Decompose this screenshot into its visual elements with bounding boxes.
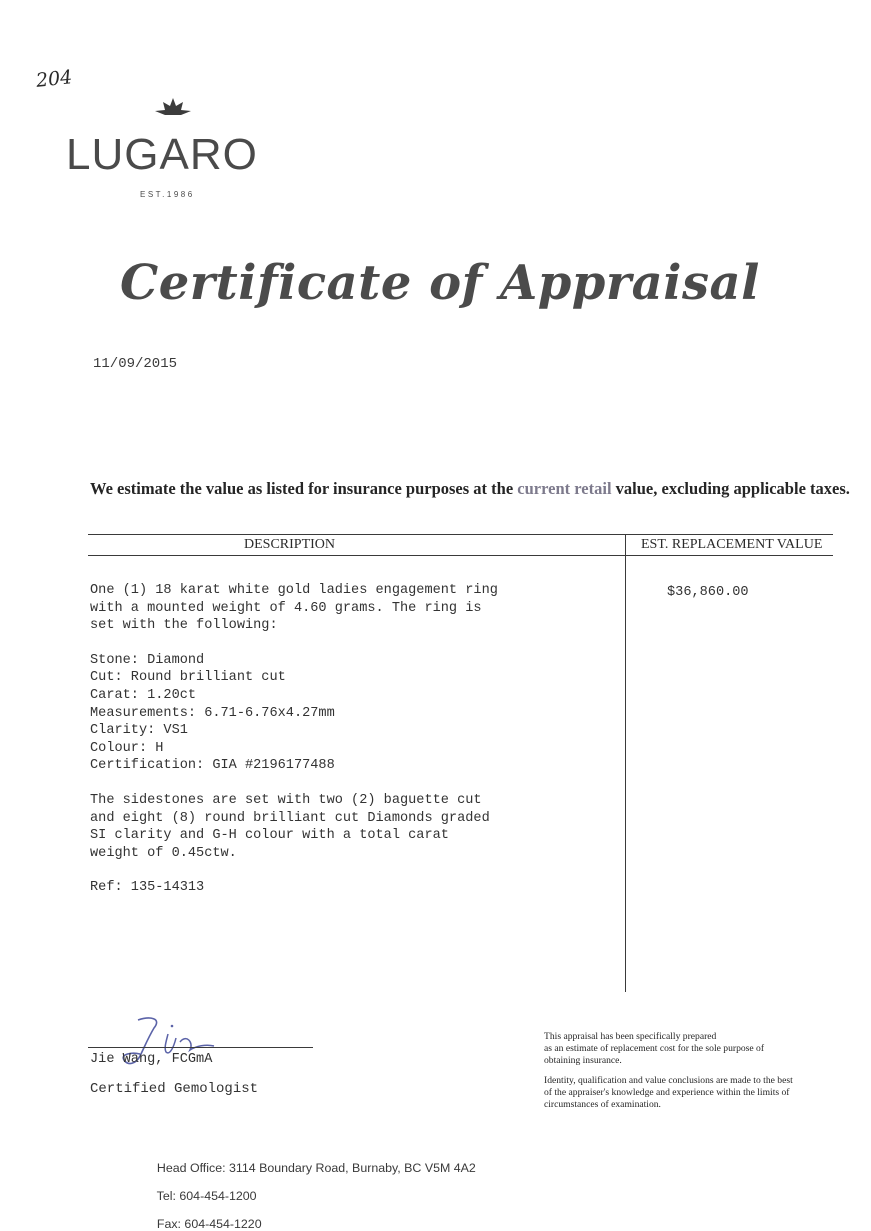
appraisal-date: 11/09/2015 — [93, 356, 178, 372]
gemologist-title: Certified Gemologist — [90, 1081, 259, 1097]
head-office-address: Head Office: 3114 Boundary Road, Burnaby, BC V5M 4A2 — [156, 1161, 476, 1175]
footer-contact — [150, 1147, 476, 1231]
description-line: The sidestones are set with two (2) baguette cut — [90, 792, 482, 808]
stone-specifications — [90, 652, 498, 775]
fax-number: Fax: 604-454-1220 — [156, 1217, 262, 1231]
brand-established: EST.1986 — [140, 190, 195, 199]
statement-text-start: We estimate the value as listed for insurance purposes at the — [90, 479, 518, 498]
table-column-divider — [625, 534, 626, 992]
spec-carat: Carat: 1.20ct — [90, 687, 197, 703]
disclaimer-line: as an estimate of replacement cost for the sole purpose of — [544, 1043, 765, 1054]
signature-line — [88, 1047, 313, 1048]
spec-clarity: Clarity: VS1 — [90, 723, 188, 739]
disclaimer-line: This appraisal has been specifically prepared — [544, 1031, 717, 1042]
description-line: SI clarity and G-H colour with a total carat — [90, 828, 449, 844]
item-summary — [90, 582, 498, 635]
disclaimer-purpose — [544, 1031, 844, 1067]
handwritten-note: 204 — [34, 66, 74, 92]
telephone-number: Tel: 604-454-1200 — [156, 1189, 257, 1203]
spec-stone: Stone: Diamond — [90, 652, 205, 668]
description-line: weight of 0.45ctw. — [90, 845, 237, 861]
gemologist-name: Jie Wang, FCGmA — [90, 1052, 213, 1067]
disclaimer-line: Identity, qualification and value conclusions are made to the best — [544, 1075, 793, 1086]
description-line: One (1) 18 karat white gold ladies engagement ring — [90, 583, 498, 598]
description-column-header: DESCRIPTION — [244, 537, 336, 552]
disclaimer-line: circumstances of examination. — [544, 1099, 661, 1110]
value-column-header: EST. REPLACEMENT VALUE — [641, 537, 823, 552]
crown-icon — [155, 98, 191, 120]
reference-number: Ref: 135-14313 — [90, 880, 205, 896]
disclaimer-line: obtaining insurance. — [544, 1055, 622, 1066]
statement-accent-text: current retail — [517, 479, 612, 498]
disclaimer-line: of the appraiser's knowledge and experience within the limits of — [544, 1087, 790, 1098]
spec-colour: Colour: H — [90, 740, 164, 756]
disclaimer-limitations — [544, 1075, 844, 1111]
description-line: with a mounted weight of 4.60 grams. The ring is — [90, 600, 482, 616]
statement-text-end: value, excluding applicable taxes. — [611, 479, 850, 498]
brand-logo: LUGARO — [66, 130, 258, 179]
sidestones-description — [90, 792, 498, 862]
spec-certification: Certification: GIA #2196177488 — [90, 758, 335, 774]
valuation-statement — [90, 479, 850, 498]
table-header-rule — [88, 555, 833, 556]
description-block — [90, 582, 498, 897]
spec-cut: Cut: Round brilliant cut — [90, 670, 286, 686]
spec-measurements: Measurements: 6.71-6.76x4.27mm — [90, 705, 335, 721]
certificate-title: Certificate of Appraisal — [120, 255, 760, 311]
description-line: and eight (8) round brilliant cut Diamonds graded — [90, 810, 490, 826]
table-top-rule — [88, 534, 833, 535]
estimated-replacement-value: $36,860.00 — [667, 585, 749, 600]
description-line: set with the following: — [90, 618, 278, 634]
